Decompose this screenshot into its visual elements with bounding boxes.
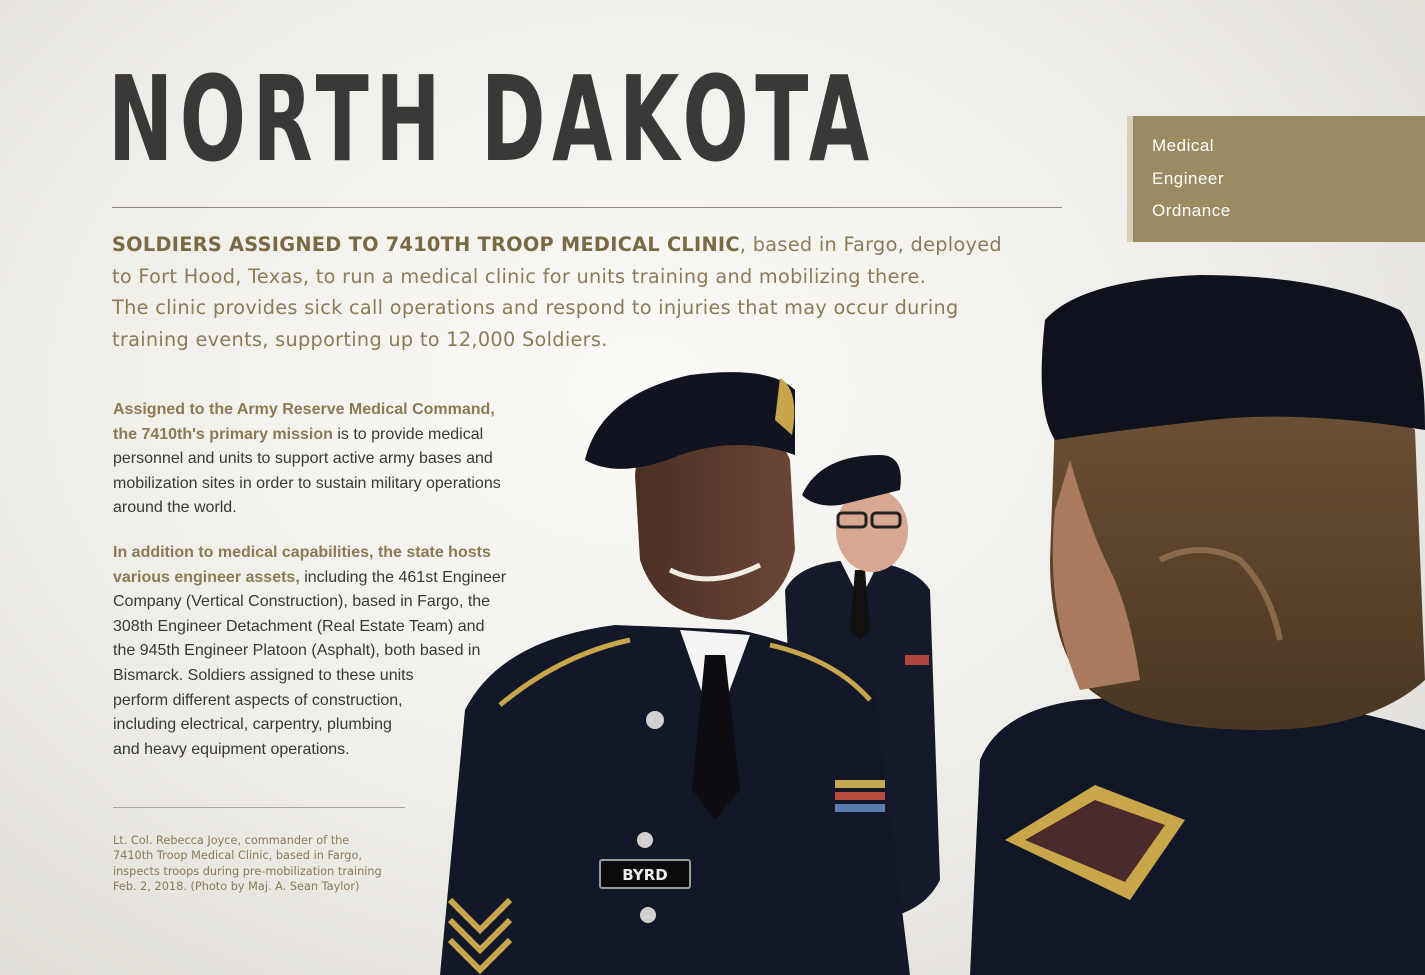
mission-highlight-1: Assigned to the Army Reserve Medical Command, — [113, 401, 495, 418]
engineer-line-9: and heavy equipment operations. — [113, 740, 350, 758]
caption-line-1: Lt. Col. Rebecca Joyce, commander of the — [113, 834, 350, 847]
lead-line-4: training events, supporting up to 12,000 Soldiers. — [112, 327, 608, 351]
mission-highlight-2: the 7410th's primary mission — [113, 425, 333, 443]
branch-list-box — [1127, 116, 1425, 242]
engineer-line-5: the 945th Engineer Platoon (Asphalt), both based in — [113, 642, 481, 660]
branch-item-engineer: Engineer — [1152, 168, 1225, 188]
lead-line-2: to Fort Hood, Texas, to run a medical clinic for units training and mobilizing there. — [112, 264, 927, 288]
engineer-line-8: including electrical, carpentry, plumbing — [113, 716, 392, 734]
soldier-right — [970, 275, 1425, 975]
lead-line-3: The clinic provides sick call operations and respond to injuries that may occur during — [112, 296, 959, 319]
photo-caption — [113, 833, 423, 895]
title-divider — [112, 207, 1062, 208]
caption-line-3: inspects troops during pre-mobilization training — [113, 864, 382, 878]
caption-divider — [113, 807, 405, 808]
engineer-line-6: Bismarck. Soldiers assigned to these units — [113, 666, 414, 684]
mission-line-5: around the world. — [113, 499, 237, 517]
nametag-plate — [600, 860, 690, 888]
branch-item-ordnance: Ordnance — [1152, 201, 1231, 220]
nametag-text: BYRD — [622, 866, 668, 884]
mission-line-3: personnel and units to support active army bases and — [113, 450, 493, 468]
lead-line-1-rest: , based in Fargo, deployed — [739, 233, 1002, 256]
caption-line-4: Feb. 2, 2018. (Photo by Maj. A. Sean Taylor) — [113, 880, 360, 894]
mission-paragraph — [113, 398, 563, 521]
engineer-highlight-1: In addition to medical capabilities, the state hosts — [113, 544, 491, 561]
engineer-line-4: 308th Engineer Detachment (Real Estate Team) and — [113, 617, 485, 635]
mission-line-2-rest: is to provide medical — [332, 425, 484, 443]
engineer-line-3: Company (Vertical Construction), based in Fargo, the — [113, 593, 491, 611]
lead-highlight: SOLDIERS ASSIGNED TO 7410TH TROOP MEDICAL CLINIC — [112, 233, 740, 256]
engineer-line-7: perform different aspects of construction, — [113, 691, 403, 709]
mission-line-4: mobilization sites in order to sustain military operations — [113, 474, 501, 492]
soldiers-photo — [440, 260, 1425, 975]
engineer-highlight-2: various engineer assets, — [113, 568, 300, 586]
branch-item-medical: Medical — [1152, 136, 1215, 155]
caption-line-2: 7410th Troop Medical Clinic, based in Fargo, — [113, 849, 362, 863]
engineer-paragraph — [113, 541, 563, 762]
page-title: NORTH DAKOTA — [108, 50, 876, 188]
engineer-line-2-rest: including the 461st Engineer — [299, 568, 507, 586]
